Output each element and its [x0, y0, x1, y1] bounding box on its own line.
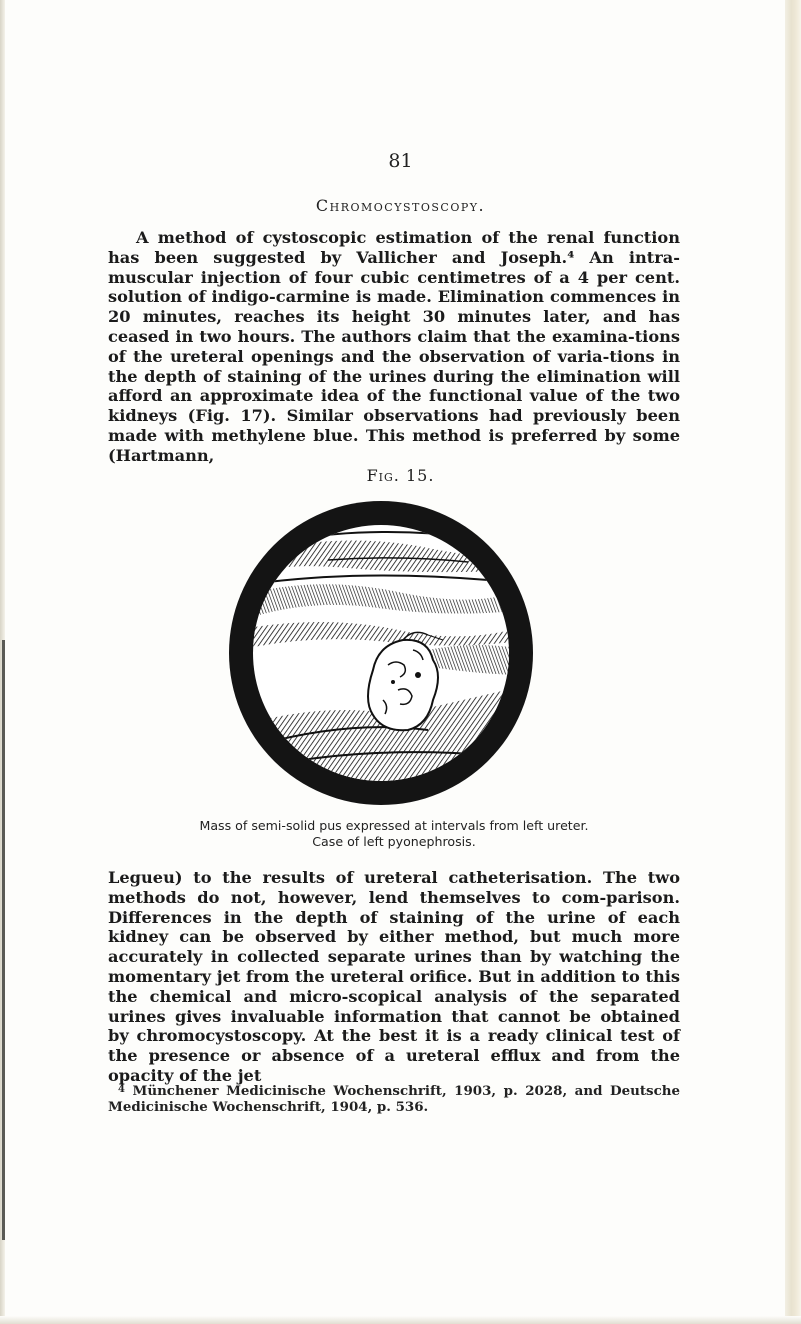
paragraph-2: Legueu) to the results of ureteral catheterisation. The two methods do not, however, lend themselves to com-parison. Differences in the depth of staining of the urine of each kidney can be observed by either method, but much more accurately in collected separate urines than by watching the momentary jet from the ureteral orifice. But in addition to this the chemical and micro-scopical analysis of the separated urines gives invaluable information that cannot be obtained by chromocystoscopy. At the best it is a ready clinical test of the presence or absence of a ureteral efflux and from the opacity of the jet: [108, 868, 680, 1085]
page-number: 81: [388, 150, 413, 172]
footnote: [108, 1082, 680, 1115]
figure-caption-line-2: Case of left pyonephrosis.: [312, 834, 476, 849]
footnote-text: Münchener Medicinische Wochenschrift, 1903, p. 2028, and Deutsche Medicinische Wochenschrift, 1904, p. 536.: [108, 1083, 680, 1115]
section-title: Chromocystoscopy.: [315, 196, 486, 215]
paragraph-1: A method of cystoscopic estimation of the renal function has been suggested by Vallicher and Joseph.⁴ An intra-muscular injection of four cubic centimetres of a 4 per cent. solution of indigo-carmine is made. Elimination commences in 20 minutes, reaches its height 30 minutes later, and has ceased in two hours. The authors claim that the examina-tions of the ureteral openings and the observation of varia-tions in the depth of staining of the urines during the elimination will afford an approximate idea of the functional value of the two kidneys (Fig. 17). Similar observations had previously been made with methylene blue. This method is preferred by some (Hartmann,: [108, 228, 680, 465]
figure-caption: [108, 818, 680, 850]
figure-label: Fig. 15.: [366, 466, 435, 485]
page-bottom-edge: [0, 1316, 801, 1324]
cystoscope-circle-image: [228, 500, 534, 806]
page-binding-shadow: [2, 640, 5, 1240]
cystoscopic-view-illustration: [228, 500, 534, 806]
footnote-marker: 4: [118, 1084, 125, 1095]
figure-caption-line-1: Mass of semi-solid pus expressed at intervals from left ureter.: [199, 818, 589, 833]
